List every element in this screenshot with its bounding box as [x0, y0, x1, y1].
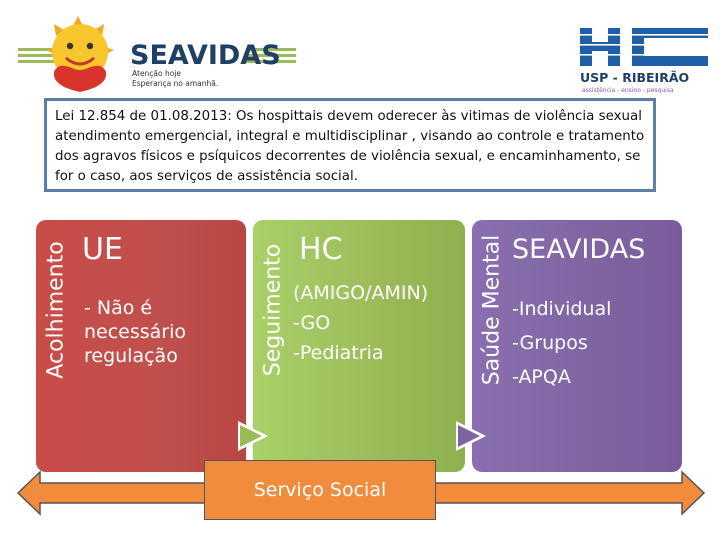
seavidas-logo-tagline-1: Atenção hoje	[132, 69, 182, 78]
panel-acolhimento-vertical-label	[36, 220, 76, 400]
panel-saude-mental-items	[512, 292, 611, 394]
panel-item: -Pediatria	[293, 342, 384, 364]
panel-item: regulação	[84, 345, 178, 367]
panel-item: -GO	[293, 312, 331, 334]
panel-saude-mental-title: SEAVIDAS	[512, 234, 646, 265]
hc-logo-mark: HC	[578, 22, 580, 23]
law-text-box	[44, 98, 656, 192]
flow-arrow-2-icon	[456, 421, 486, 451]
hc-logo-tagline: assistência - ensino - pesquisa	[582, 87, 674, 94]
hc-usp-logo	[578, 22, 712, 94]
panel-acolhimento-title: UE	[82, 232, 123, 267]
panel-seguimento-vertical-label	[253, 220, 293, 400]
panel-acolhimento	[36, 220, 246, 472]
seavidas-logo	[14, 10, 304, 92]
panel-seguimento-title: HC	[299, 232, 343, 267]
panel-seguimento-items	[293, 278, 428, 368]
panel-item: - Não é	[84, 297, 153, 319]
hc-logo-graphic	[578, 22, 712, 94]
seavidas-logo-name: SEAVIDAS	[130, 40, 281, 71]
social-service-box	[204, 460, 436, 520]
social-service-label: Serviço Social	[253, 479, 387, 501]
panel-item: -Individual	[512, 298, 612, 320]
panel-item: -Grupos	[512, 332, 588, 354]
panel-acolhimento-items	[84, 296, 186, 368]
panel-item: -APQA	[512, 366, 571, 388]
seavidas-logo-tagline-2: Esperança no amanhã.	[132, 79, 219, 88]
law-text: Lei 12.854 de 01.08.2013: Os hospittais devem oderecer às vitimas de violência sexual atendimento emergencial, integral e multidisciplinar , visando ao controle e tratamento dos agravos físicos e psíquicos decorrentes de violência sexual, e encaminhamento, se for o caso, aos serviços de assistência social.	[55, 109, 645, 184]
panel-item: (AMIGO/AMIN)	[293, 282, 429, 304]
hc-logo-name: USP - RIBEIRÃO	[580, 70, 690, 85]
vertical-label-text: Seguimento	[260, 243, 286, 377]
vertical-label-text: Saúde Mental	[479, 234, 505, 386]
seavidas-logo-graphic	[14, 10, 304, 92]
panel-saude-mental	[472, 220, 682, 472]
panel-item: necessário	[84, 321, 187, 343]
vertical-label-text: Acolhimento	[43, 241, 69, 379]
panel-saude-mental-vertical-label	[472, 220, 512, 400]
panel-seguimento	[253, 220, 465, 472]
flow-arrow-1-icon	[238, 421, 268, 451]
